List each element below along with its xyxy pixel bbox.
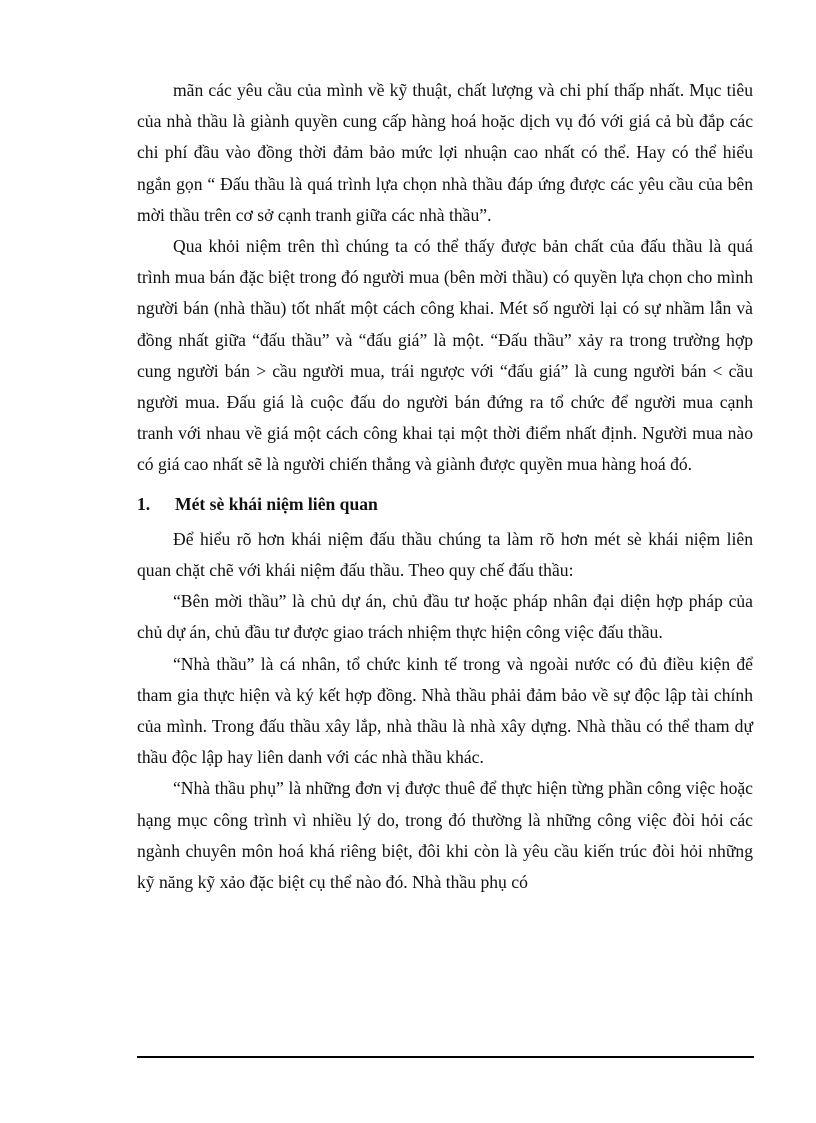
section-number: 1. [137,493,151,514]
page-body [137,75,753,898]
section-heading [137,489,753,520]
body-paragraph: “Bên mời thầu” là chủ dự án, chủ đầu tư hoặc pháp nhân đại diện hợp pháp của chủ dự án, chủ đầu tư được giao trách nhiệm thực hiện công việc đấu thầu. [137,591,753,643]
body-paragraph: mãn các yêu cầu của mình về kỹ thuật, chất lượng và chi phí thấp nhất. Mục tiêu của nhà thầu là giành quyền cung cấp hàng hoá hoặc dịch vụ đó với giá cả bù đắp các chi phí đầu vào đồng thời đảm bảo mức lợi nhuận cao nhất có thể. Hay có thể hiểu ngắn gọn “ Đấu thầu là quá trình lựa chọn nhà thầu đáp ứng được các yêu cầu của bên mời thầu trên cơ sở cạnh tranh giữa các nhà thầu”. [137,80,753,225]
body-paragraph: “Nhà thầu phụ” là những đơn vị được thuê để thực hiện từng phần công việc hoặc hạng mục công trình vì nhiều lý do, trong đó thường là những công việc đòi hỏi các ngành chuyên môn hoá khá riêng biệt, đôi khi còn là yêu cầu kiến trúc đòi hỏi những kỹ năng kỹ xảo đặc biệt cụ thể nào đó. Nhà thầu phụ có [137,778,753,893]
body-paragraph: Qua khỏi niệm trên thì chúng ta có thể thấy được bản chất của đấu thầu là quá trình mua bán đặc biệt trong đó người mua (bên mời thầu) có quyền lựa chọn cho mình người bán (nhà thầu) tốt nhất một cách công khai. Mét số người lại có sự nhầm lẫn và đồng nhất giữa “đấu thầu” và “đấu giá” là một. “Đấu thầu” xảy ra trong trường hợp cung người bán > cầu người mua, trái ngược với “đấu giá” là cung người bán < cầu người mua. Đấu giá là cuộc đấu do người bán đứng ra tổ chức để người mua cạnh tranh với nhau về giá một cách công khai tại một thời điểm nhất định. Người mua nào có giá cao nhất sẽ là người chiến thắng và giành được quyền mua hàng hoá đó. [137,236,753,475]
footer-divider [137,1056,754,1058]
section-title: Mét sè khái niệm liên quan [175,493,378,514]
body-paragraph: “Nhà thầu” là cá nhân, tổ chức kinh tế trong và ngoài nước có đủ điều kiện để tham gia thực hiện và ký kết hợp đồng. Nhà thầu phải đảm bảo về sự độc lập tài chính của mình. Trong đấu thầu xây lắp, nhà thầu là nhà xây dựng. Nhà thầu có thể tham dự thầu độc lập hay liên danh với các nhà thầu khác. [137,653,753,768]
body-paragraph: Để hiểu rõ hơn khái niệm đấu thầu chúng ta làm rõ hơn mét sè khái niệm liên quan chặt chẽ với khái niệm đấu thầu. Theo quy chế đấu thầu: [137,528,753,581]
